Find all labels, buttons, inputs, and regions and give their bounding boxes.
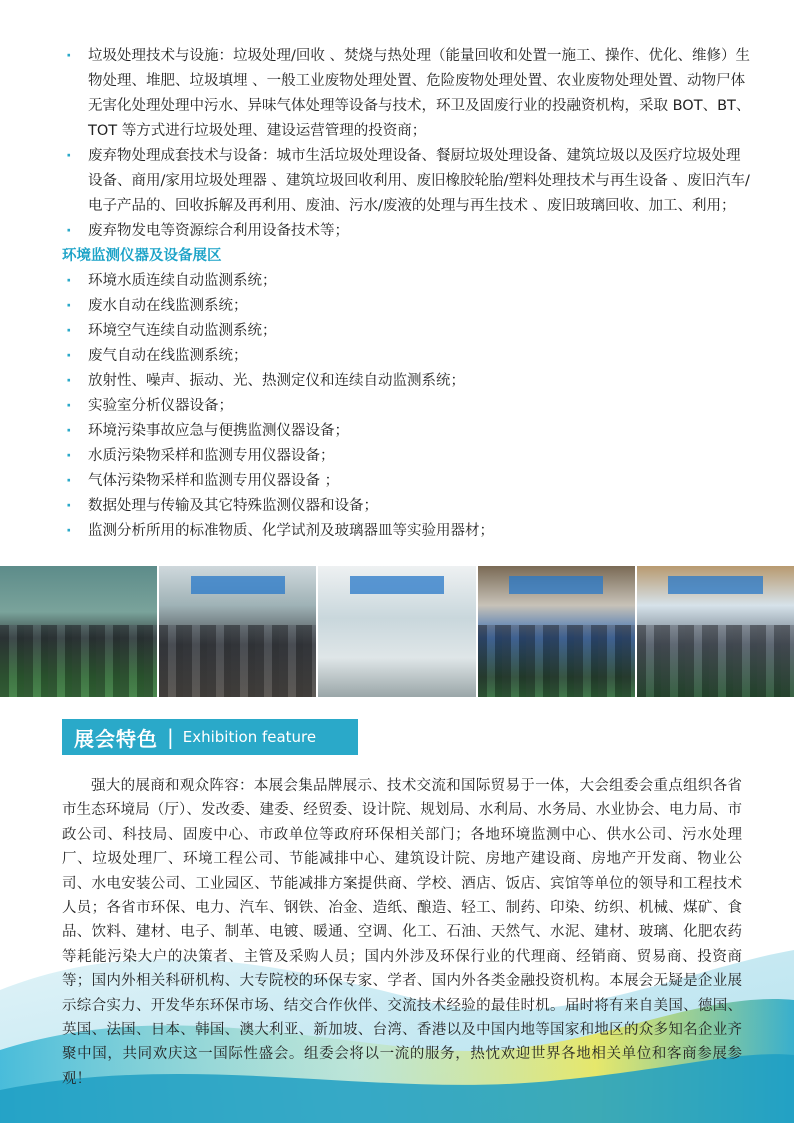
- bullet-icon: ·: [66, 498, 72, 514]
- crowd-shape: [0, 625, 157, 697]
- bullet-icon: ·: [66, 473, 72, 489]
- list-item: [62, 494, 752, 519]
- list-item: [62, 394, 752, 419]
- list-item-text: 水质污染物采样和监测专用仪器设备；: [88, 448, 335, 464]
- list-item: [62, 294, 752, 319]
- list-item: [62, 344, 752, 369]
- crowd-shape: [478, 625, 635, 697]
- list-item: [62, 444, 752, 469]
- feature-header-en: Exhibition feature: [182, 728, 317, 746]
- list-item-text: 废气自动在线监测系统；: [88, 348, 248, 364]
- feature-header-separator: |: [167, 725, 174, 749]
- exhibition-photo: [0, 566, 159, 697]
- list-item-text: 环境空气连续自动监测系统；: [88, 323, 277, 339]
- bullet-icon: ·: [66, 523, 72, 539]
- bullet-icon: ·: [66, 298, 72, 314]
- list-item: [62, 369, 752, 394]
- list-item-text: 数据处理与传输及其它特殊监测仪器和设备；: [88, 498, 378, 514]
- list-item-text: 实验室分析仪器设备；: [88, 398, 233, 414]
- exhibition-photo: [478, 566, 637, 697]
- crowd-shape: [637, 625, 794, 697]
- list-item: [62, 519, 752, 544]
- bullet-icon: ·: [66, 148, 72, 164]
- list-item-text: 环境水质连续自动监测系统；: [88, 273, 277, 289]
- list-item: [62, 144, 752, 219]
- list-item: [62, 419, 752, 444]
- bullet-icon: ·: [66, 323, 72, 339]
- exhibition-photo: [318, 566, 477, 697]
- feature-section-header: [62, 719, 358, 755]
- list-item-text: 气体污染物采样和监测专用仪器设备 ；: [88, 473, 340, 489]
- exhibition-photo: [637, 566, 794, 697]
- bullet-icon: ·: [66, 373, 72, 389]
- bullet-icon: ·: [66, 348, 72, 364]
- bullet-icon: ·: [66, 398, 72, 414]
- feature-header-cn: 展会特色: [74, 726, 158, 751]
- booth-sign-shape: [191, 576, 285, 594]
- list-item-text: 废水自动在线监测系统；: [88, 298, 248, 314]
- booth-sign-shape: [509, 576, 603, 594]
- exhibit-category-list: [62, 44, 752, 544]
- list-item-text: 监测分析所用的标准物质、化学试剂及玻璃器皿等实验用器材；: [88, 523, 494, 539]
- booth-sign-shape: [668, 576, 762, 594]
- booth-sign-shape: [350, 576, 444, 594]
- list-item-text: 环境污染事故应急与便携监测仪器设备；: [88, 423, 349, 439]
- list-item: [62, 44, 752, 144]
- bullet-icon: ·: [66, 273, 72, 289]
- feature-paragraph: 强大的展商和观众阵容：本展会集品牌展示、技术交流和国际贸易于一体，大会组委会重点组织各省市生态环境局（厅）、发改委、建委、经贸委、设计院、规划局、水利局、水务局、水业协会、电力局、市政公司、科技局、固废中心、市政单位等政府环保相关部门；各地环境监测中心、供水公司、污水处理厂、垃圾处理厂、环境工程公司、节能减排中心、建筑设计院、房地产建设商、房地产开发商、物业公司、水电安装公司、工业园区、节能减排方案提供商、学校、酒店、饭店、宾馆等单位的领导和工程技术人员；各省市环保、电力、汽车、钢铁、冶金、造纸、酿造、轻工、制药、印染、纺织、机械、煤矿、食品、饮料、建材、电子、制革、电镀、暖通、空调、化工、石油、天然气、水泥、建材、玻璃、化肥农药等耗能污染大户的决策者、主管及采购人员；国内外涉及环保行业的代理商、经销商、贸易商、投资商等；国内外相关科研机构、大专院校的环保专家、学者、国内外各类金融投资机构。本展会无疑是企业展示综合实力、开发华东环保市场、结交合作伙伴、交流技术经验的最佳时机。届时将有来自美国、德国、英国、法国、日本、韩国、澳大利亚、新加坡、台湾、香港以及中国内地等国家和地区的众多知名企业齐聚中国，共同欢庆这一国际性盛会。组委会将以一流的服务，热忱欢迎世界各地相关单位和客商参展参观！: [62, 778, 742, 1087]
- list-item-text: 垃圾处理技术与设施：垃圾处理/回收 、焚烧与热处理（能量回收和处置一施工、操作、优化、维修）生物处理、堆肥、垃圾填埋 、一般工业废物处理处置、危险废物处理处置、农业废物处理处置、动物尸体无害化处理处理中污水、异味气体处理等设备与技术，环卫及固废行业的投融资机构，采取 BOT、BT、TOT 等方式进行垃圾处理、建设运营管理的投资商；: [88, 48, 751, 139]
- bullet-icon: ·: [66, 48, 72, 64]
- exhibition-photo: [159, 566, 318, 697]
- list-item: [62, 269, 752, 294]
- list-item: [62, 469, 752, 494]
- section-title: 环境监测仪器及设备展区: [62, 248, 222, 264]
- exhibition-photo-strip: [0, 566, 794, 697]
- bullet-icon: ·: [66, 448, 72, 464]
- bullet-icon: ·: [66, 223, 72, 239]
- list-item-text: 废弃物发电等资源综合利用设备技术等；: [88, 223, 349, 239]
- list-item-text: 废弃物处理成套技术与设备：城市生活垃圾处理设备、餐厨垃圾处理设备、建筑垃圾以及医疗垃圾处理设备、商用/家用垃圾处理器 、建筑垃圾回收利用、废旧橡胶轮胎/塑料处理技术与再生设备 、废旧汽车/电子产品的、回收拆解及再利用、废油、污水/废液的处理与再生技术 、废旧玻璃回收、加工、利用；: [88, 148, 750, 214]
- crowd-shape: [159, 625, 316, 697]
- bullet-icon: ·: [66, 423, 72, 439]
- list-item: [62, 219, 752, 244]
- list-item: [62, 319, 752, 344]
- list-item-text: 放射性、噪声、振动、光、热测定仪和连续自动监测系统；: [88, 373, 465, 389]
